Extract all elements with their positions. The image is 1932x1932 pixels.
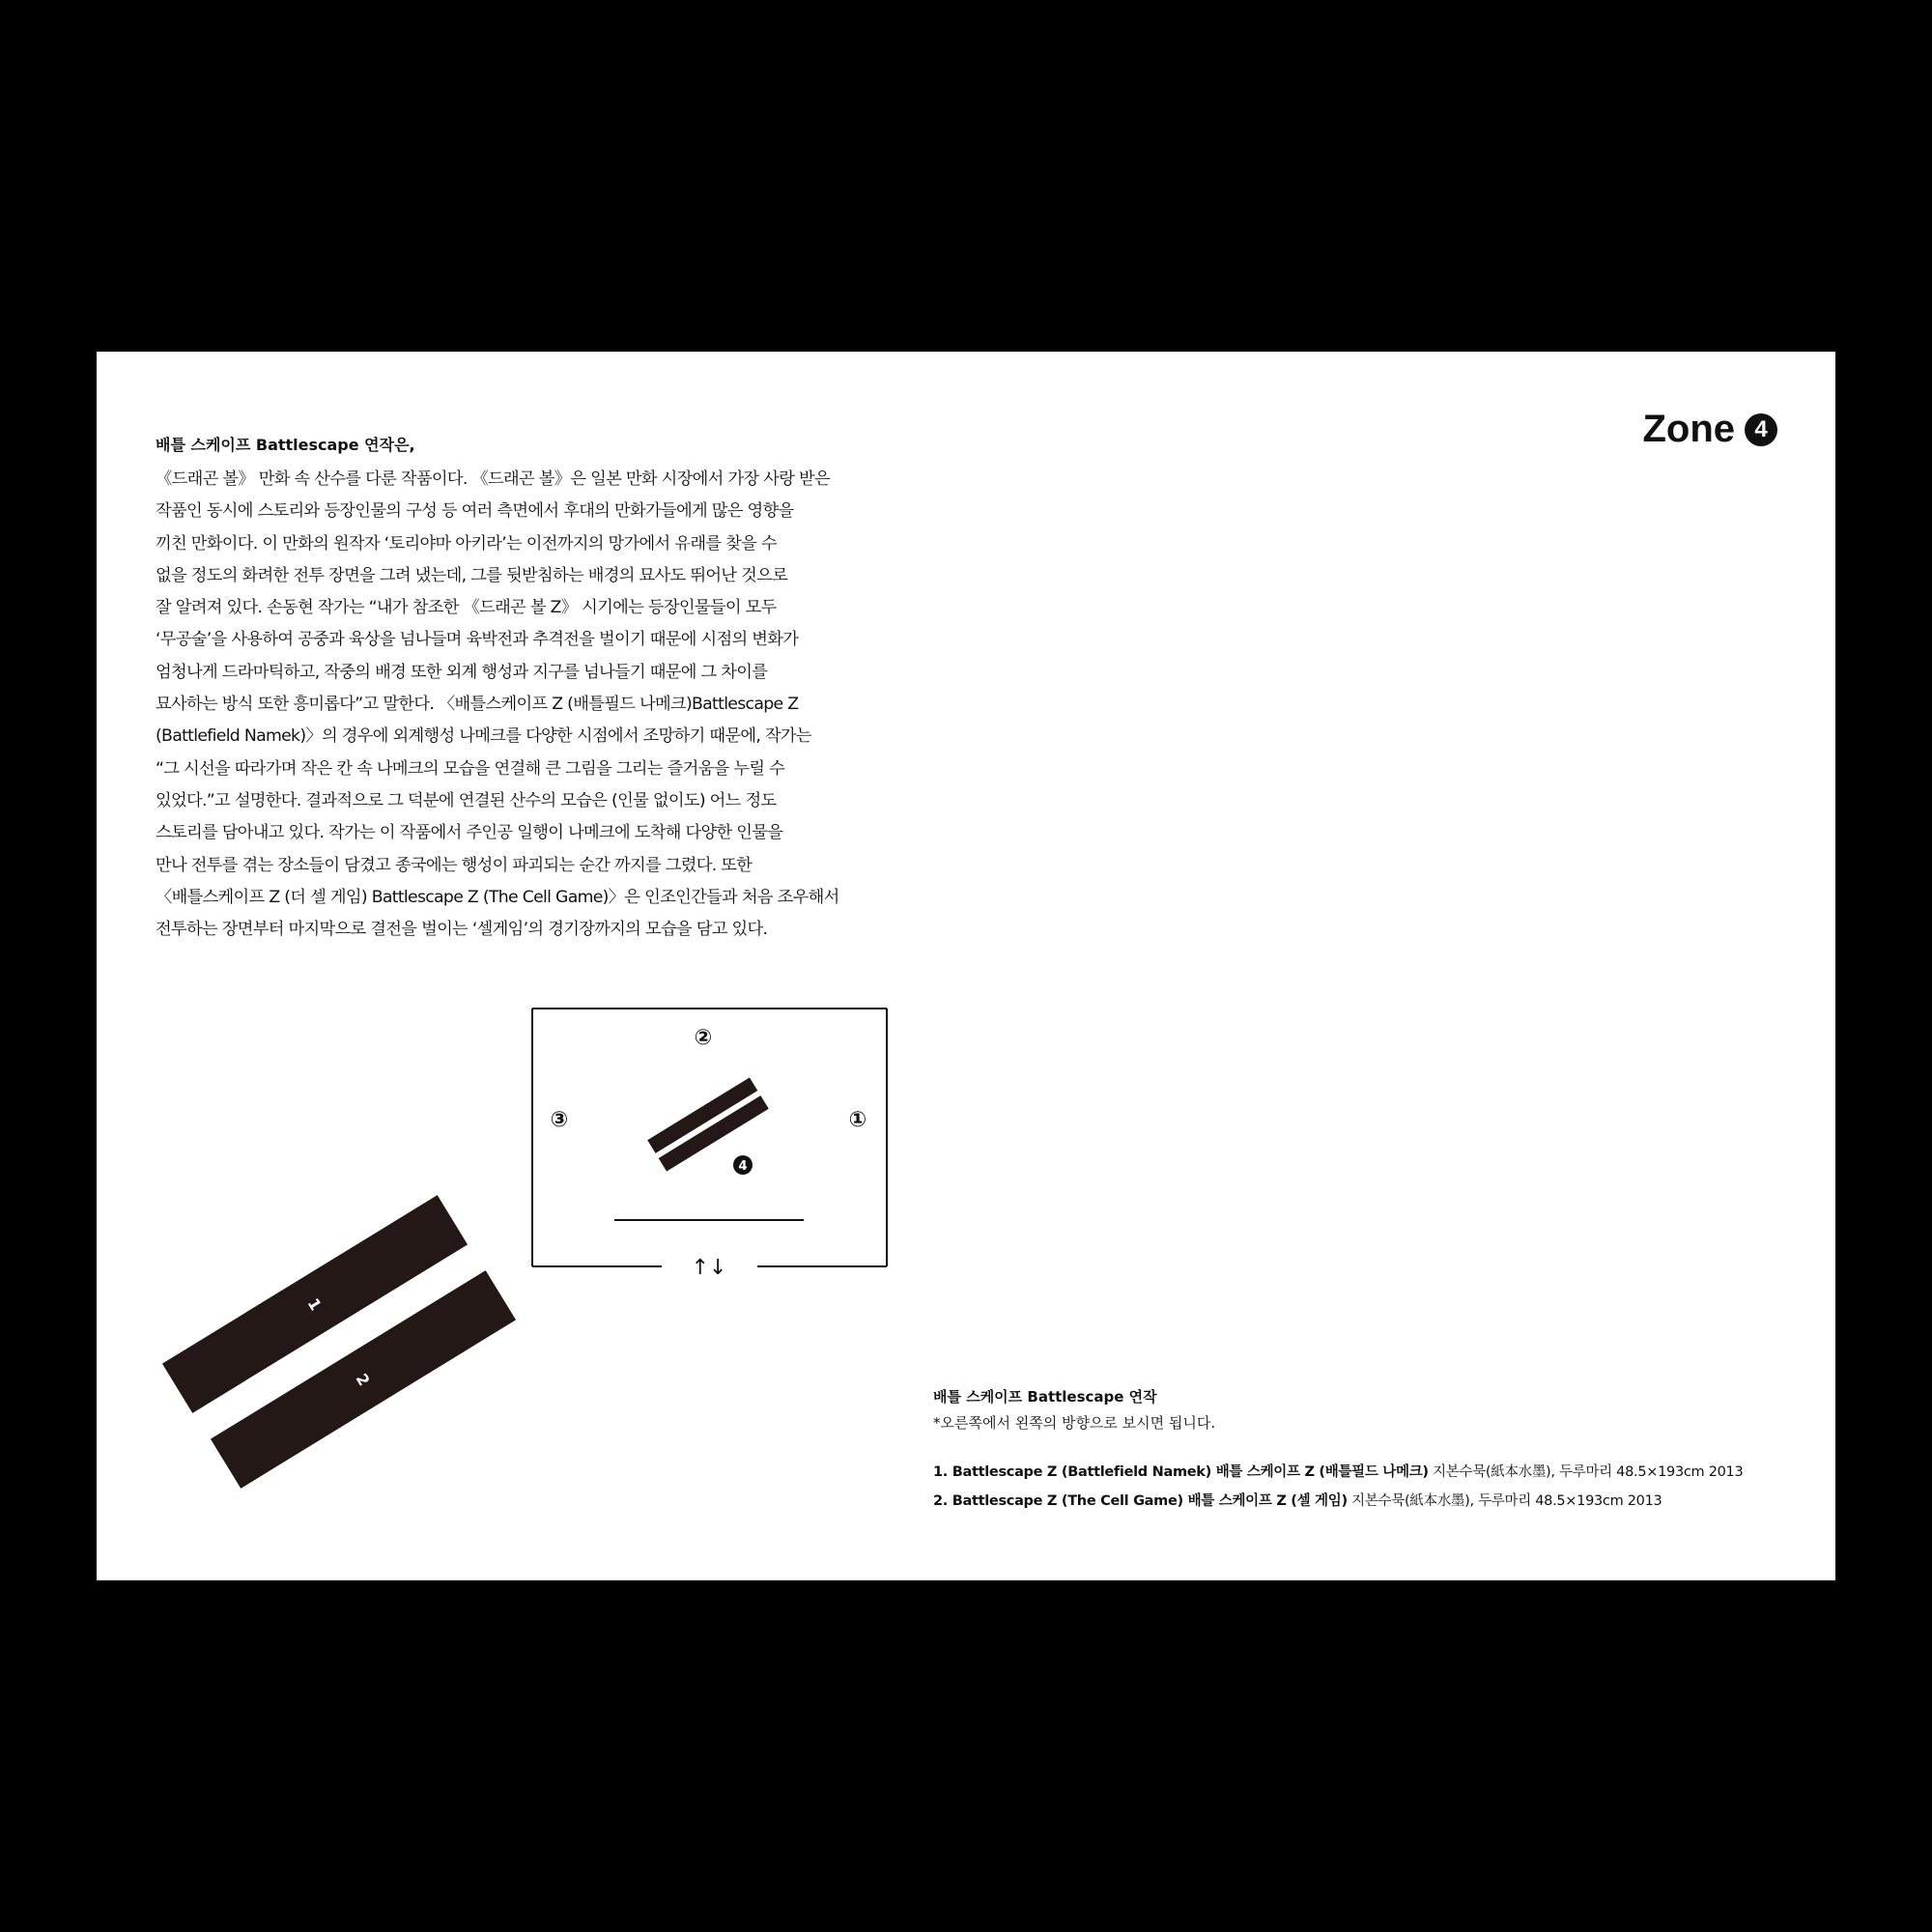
work-panel-1-label: 1 <box>303 1294 326 1314</box>
caption-block <box>933 1387 1803 1520</box>
work-title: 1. Battlescape Z (Battlefield Namek) 배틀 스케이프 Z (배틀필드 나메크) <box>933 1464 1429 1480</box>
wall-marker-3: ③ <box>550 1108 569 1132</box>
work-details: 지본수묵(紙本水墨), 두루마리 48.5×193cm 2013 <box>1347 1493 1662 1509</box>
work-details: 지본수묵(紙本水墨), 두루마리 48.5×193cm 2013 <box>1428 1464 1744 1480</box>
intro-line: 잘 알려져 있다. 손동현 작가는 “내가 참조한 《드래곤 볼 Z》 시기에는 등장인물들이 모두 <box>156 598 777 618</box>
intro-line: 스토리를 담아내고 있다. 작가는 이 작품에서 주인공 일행이 나메크에 도착해 다양한 인물을 <box>156 823 783 843</box>
work-item <box>933 1463 1803 1482</box>
intro-line: 엄청나게 드라마틱하고, 작중의 배경 또한 외계 행성과 지구를 넘나들기 때문에 그 차이를 <box>156 662 768 682</box>
inner-marker-4: 4 <box>738 1159 748 1174</box>
caption-title: 배틀 스케이프 Battlescape 연작 <box>933 1388 1157 1406</box>
works-list <box>933 1463 1803 1511</box>
work-panel-2-label: 2 <box>352 1370 374 1389</box>
intro-line: 만나 전투를 겪는 장소들이 담겼고 종국에는 행성이 파괴되는 순간 까지를 그렸다. 또한 <box>156 855 753 875</box>
intro-line: 작품인 동시에 스토리와 등장인물의 구성 등 여러 측면에서 후대의 만화가들에게 많은 영향을 <box>156 501 794 522</box>
exhibition-page <box>97 352 1835 1580</box>
intro-line: 있었다.”고 설명한다. 결과적으로 그 덕분에 연결된 산수의 모습은 (인물 없이도) 어느 정도 <box>156 790 777 810</box>
wall-marker-2: ② <box>694 1026 713 1050</box>
intro-line: 끼친 만화이다. 이 만화의 원작자 ‘토리야마 아키라’는 이전까지의 망가에서 유래를 찾을 수 <box>156 533 777 554</box>
inner-panels <box>647 1077 769 1171</box>
wall-marker-1: ① <box>848 1108 867 1132</box>
intro-line: “그 시선을 따라가며 작은 칸 속 나메크의 모습을 연결해 큰 그림을 그리는 즐거움을 누릴 수 <box>156 758 785 779</box>
intro-line: 《드래곤 볼》 만화 속 산수를 다룬 작품이다. 《드래곤 볼》은 일본 만화 시장에서 가장 사랑 받은 <box>156 469 831 489</box>
intro-line: 〈배틀스케이프 Z (더 셀 게임) Battlescape Z (The Cell Game)〉은 인조인간들과 처음 조우해서 <box>156 887 839 907</box>
intro-line: ‘무공술’을 사용하여 공중과 육상을 넘나들며 육박전과 추격전을 벌이기 때문에 시점의 변화가 <box>156 630 799 650</box>
intro-line: 묘사하는 방식 또한 흥미롭다”고 말한다. 〈배틀스케이프 Z (배틀필드 나메크)Battlescape Z <box>156 695 799 715</box>
work-item <box>933 1492 1803 1511</box>
intro-heading: 배틀 스케이프 Battlescape 연작은, <box>156 436 415 454</box>
zone-label: Zone <box>1642 408 1735 450</box>
intro-line: 없을 정도의 화려한 전투 장면을 그려 냈는데, 그를 뒷받침하는 배경의 묘사도 뛰어난 것으로 <box>156 565 788 585</box>
intro-line: 전투하는 장면부터 마지막으로 결전을 벌이는 ‘셀게임’의 경기장까지의 모습을 담고 있다. <box>156 920 768 940</box>
caption-note: *오른쪽에서 왼쪽의 방향으로 보시면 됩니다. <box>933 1414 1216 1432</box>
zone-number-badge: 4 <box>1745 413 1777 446</box>
work-title: 2. Battlescape Z (The Cell Game) 배틀 스케이프 Z (셀 게임) <box>933 1493 1348 1509</box>
floor-plan <box>532 1009 887 1280</box>
entrance-arrows: ↑↓ <box>691 1256 727 1280</box>
intro-line: (Battlefield Namek)〉의 경우에 외계행성 나메크를 다양한 시점에서 조망하기 때문에, 작가는 <box>156 726 811 747</box>
